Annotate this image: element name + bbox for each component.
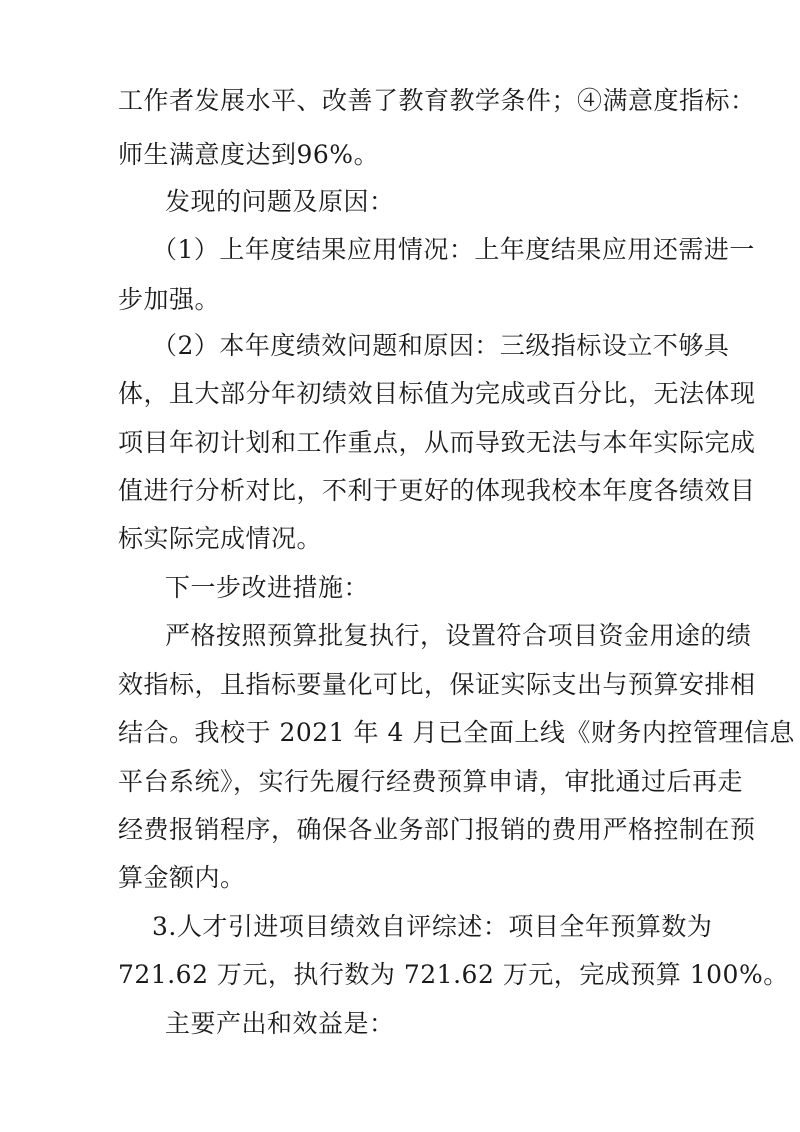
section-heading: 主要产出和效益是： (165, 1009, 395, 1038)
text-line: 721.62 万元，执行数为 721.62 万元，完成预算 100%。 (118, 960, 789, 989)
text-line: 效指标，且指标要量化可比，保证实际支出与预算安排相 (118, 670, 756, 699)
text-line: 体，且大部分年初绩效目标值为完成或百分比，无法体现 (118, 379, 756, 408)
text-line: 经费报销程序，确保各业务部门报销的费用严格控制在预 (118, 815, 756, 844)
text-line: （1）上年度结果应用情况：上年度结果应用还需进一 (152, 235, 755, 264)
text-line: 严格按照预算批复执行，设置符合项目资金用途的绩 (165, 621, 752, 650)
text-line: 结合。我校于 2021 年 4 月已全面上线《财务内控管理信息 (118, 718, 795, 747)
text-line: 平台系统》，实行先履行经费预算申请，审批通过后再走 (118, 767, 744, 796)
text-line: 值进行分析对比，不利于更好的体现我校本年度各绩效目 (118, 476, 756, 505)
text-line: （2）本年度绩效问题和原因：三级指标设立不够具 (152, 331, 730, 360)
text-line: 标实际完成情况。 (118, 524, 323, 553)
text-line: 步加强。 (118, 285, 221, 314)
text-line: 项目年初计划和工作重点，从而导致无法与本年实际完成 (118, 428, 756, 457)
text-line: 工作者发展水平、改善了教育教学条件；④满意度指标： (118, 86, 756, 115)
text-line: 3.人才引进项目绩效自评综述：项目全年预算数为 (152, 912, 713, 941)
section-heading: 下一步改进措施： (165, 573, 370, 602)
section-heading: 发现的问题及原因： (165, 187, 395, 216)
text-line: 算金额内。 (118, 863, 246, 892)
text-line: 师生满意度达到96%。 (118, 140, 380, 169)
